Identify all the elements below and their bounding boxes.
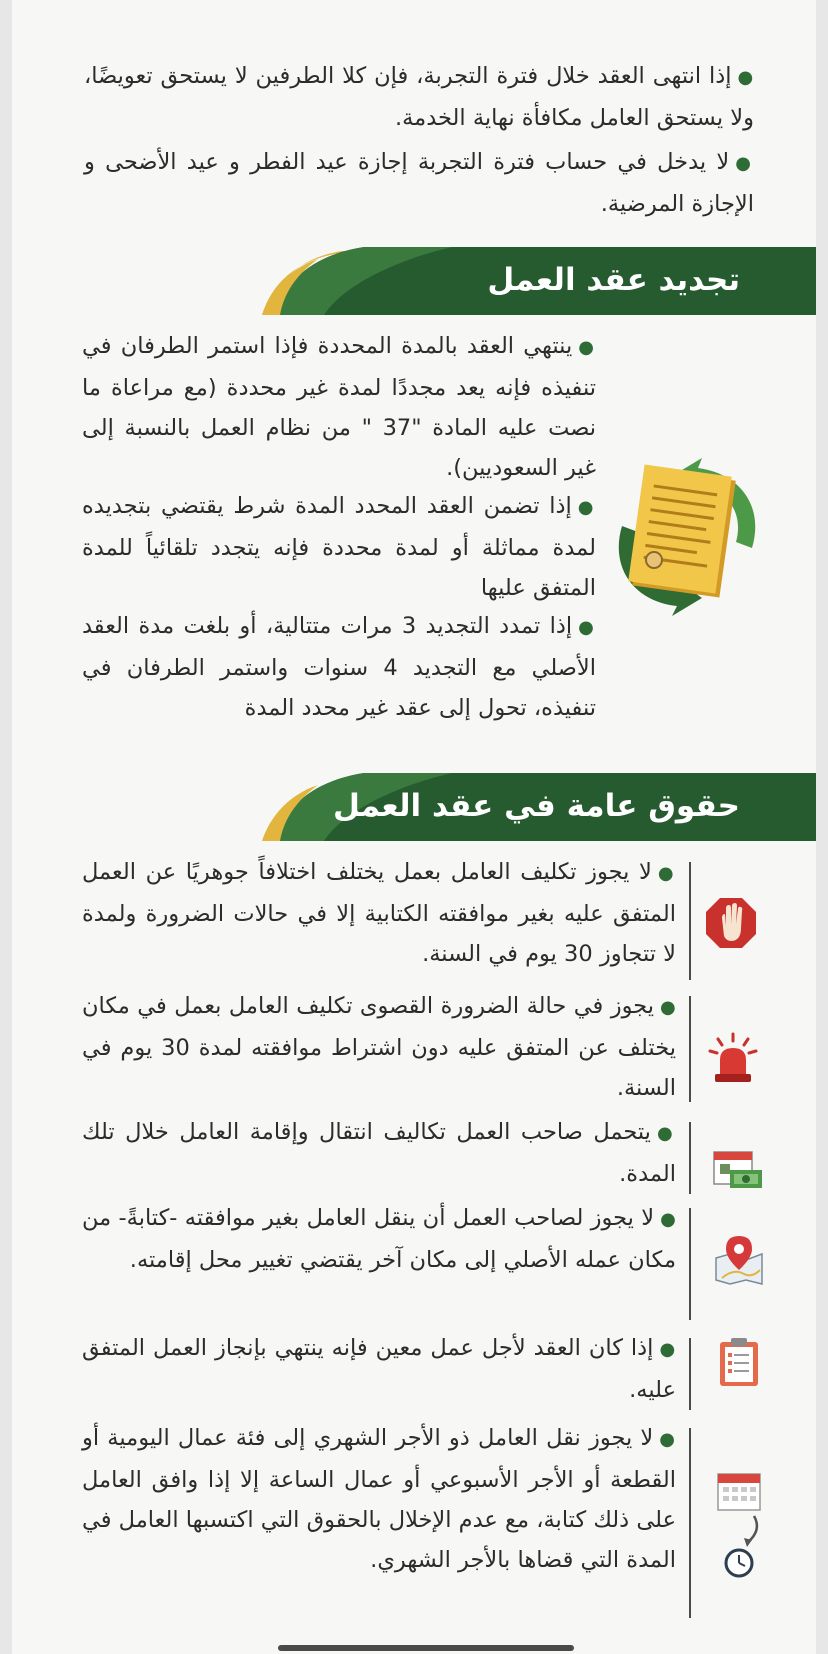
calendar-clock-icon (714, 1470, 764, 1580)
bullet-icon: ● (735, 153, 754, 174)
contract-renewal-icon (602, 456, 772, 616)
bullet-icon: ● (659, 1339, 676, 1360)
bullet-icon: ● (659, 1429, 676, 1450)
bullet-icon: ● (657, 863, 676, 884)
section-title: تجديد عقد العمل (487, 262, 740, 298)
divider (689, 1122, 691, 1194)
bullet-icon: ● (577, 497, 596, 518)
alarm-siren-icon (708, 1032, 758, 1084)
document-page (12, 0, 816, 1654)
renewal-item: ●إذا تضمن العقد المحدد المدة شرط يقتضي بتجديده لمدة مماثلة أو لمدة محددة فإنه يتجدد تلقائياً للمدة المتفق عليها (82, 493, 596, 601)
rights-item: ●يجوز في حالة الضرورة القصوى تكليف العامل بعمل في مكان يختلف عن المتفق عليه دون اشتراط موافقته لمدة 30 يوم في السنة. (82, 993, 676, 1101)
rights-item: ●لا يجوز لصاحب العمل أن ينقل العامل بغير موافقته -كتابةً- من مكان عمله الأصلي إلى مكان آخر يقتضي تغيير محل إقامته. (82, 1205, 676, 1273)
bullet-icon: ● (737, 67, 754, 88)
bullet-icon: ● (656, 1123, 676, 1144)
clipboard-checklist-icon (718, 1336, 760, 1388)
section-title: حقوق عامة في عقد العمل (332, 788, 740, 824)
bullet-icon: ● (578, 337, 596, 358)
bullet-icon: ● (578, 617, 596, 638)
rights-item: ●إذا كان العقد لأجل عمل معين فإنه ينتهي بإنجاز العمل المتفق عليه. (82, 1335, 676, 1403)
stop-hand-icon (704, 896, 758, 950)
calendar-money-icon (712, 1148, 764, 1192)
renewal-item: ●إذا تمدد التجديد 3 مرات متتالية، أو بلغت مدة العقد الأصلي مع التجديد 4 سنوات واستمر الطرفان في تنفيذه، تحول إلى عقد غير محدد المدة (82, 613, 596, 721)
divider (689, 1338, 691, 1410)
section-banner-rights (12, 773, 816, 841)
bullet-icon: ● (659, 997, 676, 1018)
rights-item: ●لا يجوز تكليف العامل بعمل يختلف اختلافاً جوهريًا عن العمل المتفق عليه بغير موافقته الكتابية إلا في حالات الضرورة ولمدة لا تتجاوز 30 يوم في السنة. (82, 859, 676, 967)
intro-item: ●إذا انتهى العقد خلال فترة التجربة، فإن كلا الطرفين لا يستحق تعويضًا، ولا يستحق العامل مكافأة نهاية الخدمة. (84, 63, 754, 131)
scroll-indicator[interactable] (278, 1645, 574, 1651)
renewal-item: ●ينتهي العقد بالمدة المحددة فإذا استمر الطرفان في تنفيذه فإنه يعد مجددًا لمدة غير محددة (مع مراعاة ما نصت عليه المادة "37 " من نظام العمل بالنسبة إلى غير السعوديين). (82, 333, 596, 481)
divider (689, 862, 691, 980)
rights-item: ●يتحمل صاحب العمل تكاليف انتقال وإقامة العامل خلال تلك المدة. (82, 1119, 676, 1187)
intro-item: ●لا يدخل في حساب فترة التجربة إجازة عيد الفطر و عيد الأضحى و الإجازة المرضية. (84, 149, 754, 217)
map-pin-icon (714, 1234, 764, 1286)
divider (689, 1428, 691, 1618)
divider (689, 1208, 691, 1320)
divider (689, 996, 691, 1102)
rights-item: ●لا يجوز نقل العامل ذو الأجر الشهري إلى فئة عمال اليومية أو القطعة أو الأجر الأسبوعي أو عمال الساعة إلا إذا وافق العامل على ذلك كتابة، مع عدم الإخلال بالحقوق التي اكتسبها العامل في المدة التي قضاها بالأجر الشهري. (82, 1425, 676, 1573)
bullet-icon: ● (660, 1209, 676, 1230)
section-banner-renewal (12, 247, 816, 315)
